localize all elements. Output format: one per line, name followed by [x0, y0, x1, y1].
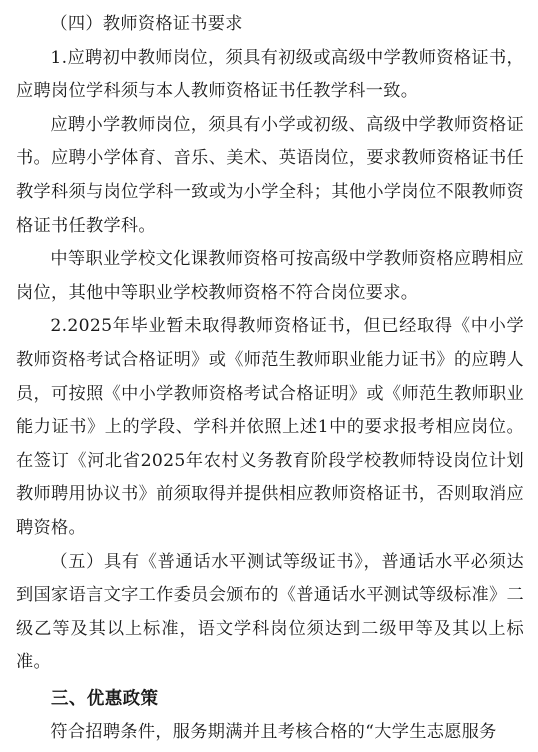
paragraph-junior-high-requirement: 1.应聘初中教师岗位，须具有初级或高级中学教师资格证书，应聘岗位学科须与本人教师资格证书任教学科一致。 [16, 47, 524, 102]
paragraph-2025-graduates: 2.2025年毕业暂未取得教师资格证书，但已经取得《中小学教师资格考试合格证明》或《师范生教师职业能力证书》的应聘人员，可按照《中小学教师资格考试合格证明》或《师范生教师职业能力证书》上的学段、学科并依照上述1中的要求报考相应岗位。在签订《河北省2025年农村义务教育阶段学校教师特设岗位计划教师聘用协议书》前须取得并提供相应教师资格证书，否则取消应聘资格。 [16, 316, 524, 538]
paragraph-primary-requirement: 应聘小学教师岗位，须具有小学或初级、高级中学教师资格证书。应聘小学体育、音乐、美术、英语岗位，要求教师资格证书任教学科须与岗位学科一致或为小学全科；其他小学岗位不限教师资格证书任教学科。 [16, 114, 524, 236]
subheading-teacher-certificate: （四）教师资格证书要求 [50, 14, 243, 34]
paragraph-preferential-start: 符合招聘条件，服务期满并且考核合格的“大学生志愿服务 [50, 721, 497, 742]
paragraph-vocational-requirement: 中等职业学校文化课教师资格可按高级中学教师资格应聘相应岗位，其他中等职业学校教师资格不符合岗位要求。 [16, 249, 524, 303]
section-heading-preferential-policy: 三、优惠政策 [51, 688, 159, 709]
paragraph-mandarin-certificate: （五）具有《普通话水平测试等级证书》，普通话水平必须达到国家语言文字工作委员会颁布的《普通话水平测试等级标准》二级乙等及其以上标准，语文学科岗位须达到二级甲等及其以上标准。 [16, 551, 524, 673]
